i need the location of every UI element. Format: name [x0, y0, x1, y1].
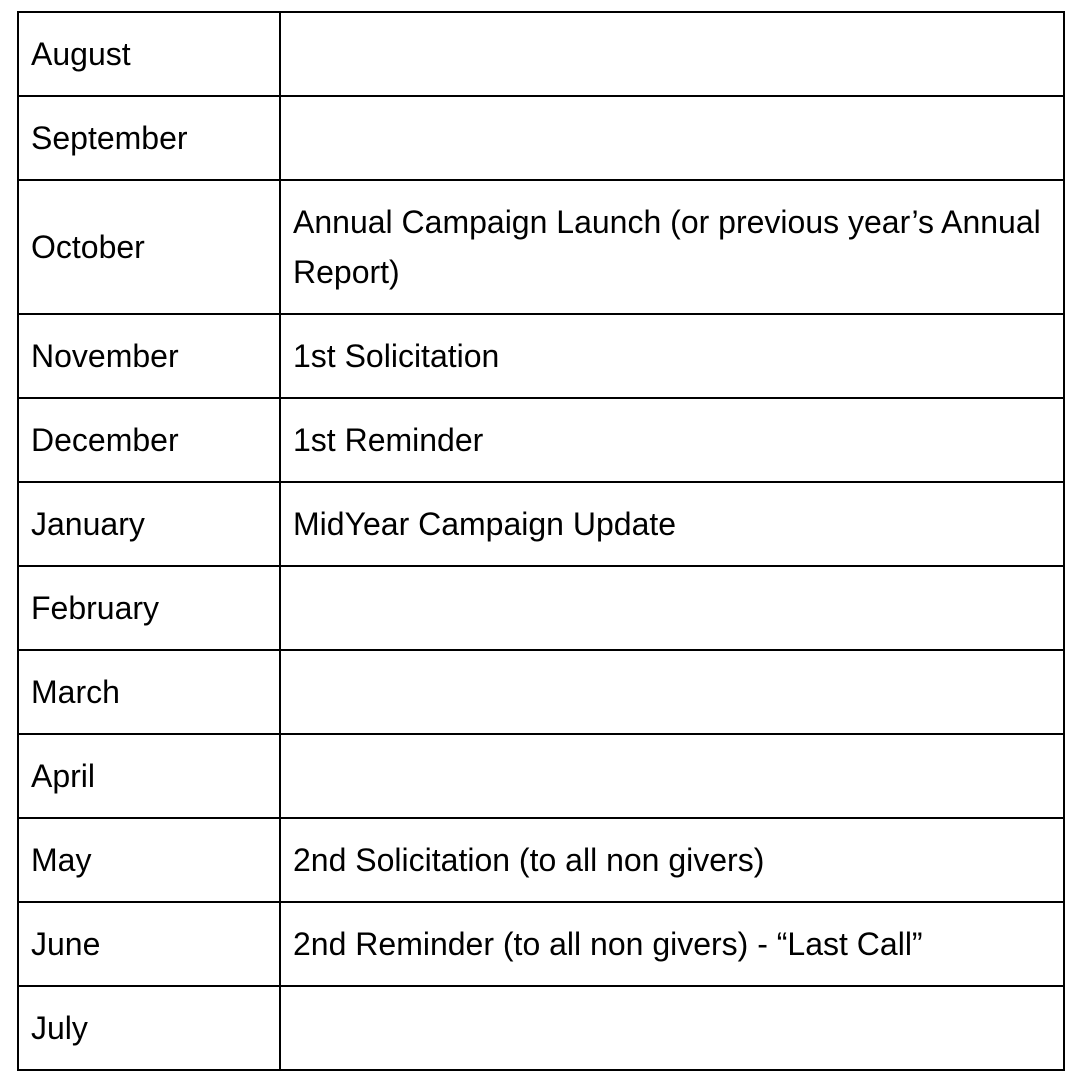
- activity-cell: 2nd Reminder (to all non givers) - “Last Call”: [280, 902, 1064, 986]
- activity-cell: MidYear Campaign Update: [280, 482, 1064, 566]
- campaign-schedule-table: [17, 11, 1065, 1071]
- month-cell: April: [18, 734, 280, 818]
- table-row: [18, 818, 1064, 902]
- table-row: [18, 482, 1064, 566]
- activity-cell: [280, 650, 1064, 734]
- activity-cell: [280, 566, 1064, 650]
- activity-cell: [280, 734, 1064, 818]
- activity-cell: 2nd Solicitation (to all non givers): [280, 818, 1064, 902]
- table-row: [18, 902, 1064, 986]
- month-cell: December: [18, 398, 280, 482]
- table-row: [18, 314, 1064, 398]
- month-cell: June: [18, 902, 280, 986]
- month-cell: August: [18, 12, 280, 96]
- activity-cell: [280, 986, 1064, 1070]
- activity-cell: [280, 96, 1064, 180]
- activity-cell: 1st Solicitation: [280, 314, 1064, 398]
- month-cell: January: [18, 482, 280, 566]
- activity-cell: Annual Campaign Launch (or previous year’s Annual Report): [280, 180, 1064, 314]
- month-cell: July: [18, 986, 280, 1070]
- month-cell: November: [18, 314, 280, 398]
- table-row: [18, 96, 1064, 180]
- table-row: [18, 734, 1064, 818]
- month-cell: May: [18, 818, 280, 902]
- month-cell: February: [18, 566, 280, 650]
- table-row: [18, 180, 1064, 314]
- month-cell: October: [18, 180, 280, 314]
- table-row: [18, 566, 1064, 650]
- month-cell: September: [18, 96, 280, 180]
- table-row: [18, 986, 1064, 1070]
- activity-cell: 1st Reminder: [280, 398, 1064, 482]
- activity-cell: [280, 12, 1064, 96]
- table-row: [18, 12, 1064, 96]
- table-row: [18, 650, 1064, 734]
- table-row: [18, 398, 1064, 482]
- month-cell: March: [18, 650, 280, 734]
